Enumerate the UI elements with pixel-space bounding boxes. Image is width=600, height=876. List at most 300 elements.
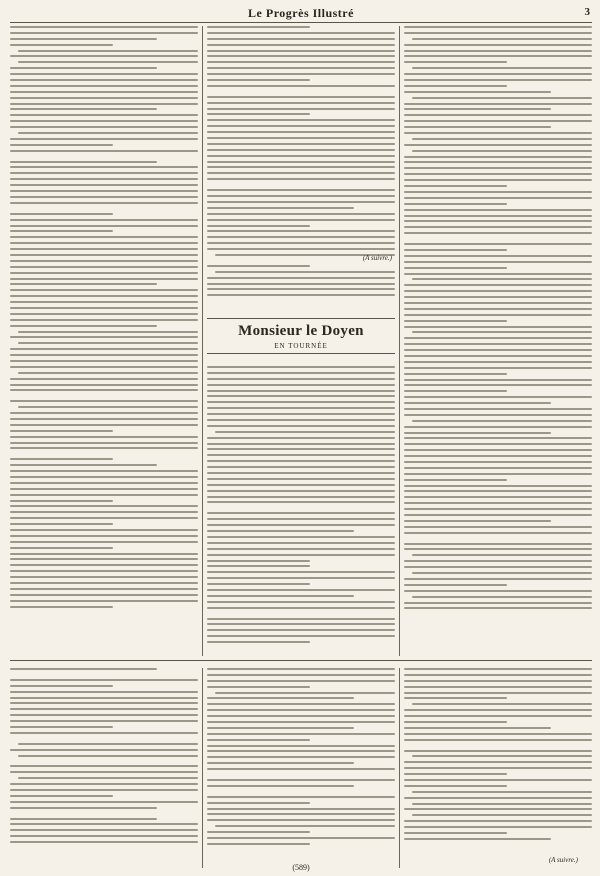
text-line (207, 785, 354, 787)
text-line (207, 108, 395, 110)
text-line (10, 576, 198, 578)
text-line (404, 520, 551, 522)
text-line (207, 542, 395, 544)
text-line (207, 796, 395, 798)
text-line (207, 207, 354, 209)
text-line (404, 473, 592, 475)
text-line (404, 167, 592, 169)
text-line (207, 536, 395, 538)
text-line (404, 44, 592, 46)
text-line (404, 220, 592, 222)
text-line (404, 290, 592, 292)
text-line (207, 395, 395, 397)
text-line (18, 372, 198, 374)
text-line (10, 691, 198, 693)
text-line (10, 283, 157, 285)
text-line (10, 494, 198, 496)
text-line (207, 739, 310, 741)
text-line (207, 277, 395, 279)
text-line (10, 161, 157, 163)
text-line (404, 697, 507, 699)
text-line (10, 108, 157, 110)
text-line (404, 532, 592, 534)
text-line (404, 396, 592, 398)
text-line (207, 709, 395, 711)
text-line (207, 378, 395, 380)
text-line (10, 85, 198, 87)
text-line (207, 413, 395, 415)
text-line (10, 313, 198, 315)
text-line (207, 189, 395, 191)
text-line (404, 144, 592, 146)
text-line (404, 191, 592, 193)
text-line (10, 378, 198, 380)
text-line (10, 348, 198, 350)
text-line (404, 79, 592, 81)
serial-signature: (A suivre.) (548, 856, 578, 864)
text-line (10, 225, 198, 227)
text-line (404, 443, 592, 445)
text-line (10, 120, 198, 122)
text-line (10, 553, 198, 555)
text-line (404, 26, 592, 28)
text-line (404, 108, 551, 110)
text-line (18, 342, 198, 344)
text-line (207, 55, 395, 57)
text-line (10, 720, 198, 722)
text-line (207, 518, 395, 520)
text-line (404, 566, 592, 568)
text-line (207, 565, 310, 567)
text-line (404, 733, 592, 735)
text-line (10, 400, 198, 402)
text-line (10, 366, 198, 368)
text-line (10, 600, 198, 602)
text-line (10, 144, 113, 146)
text-line (10, 26, 198, 28)
text-line (404, 255, 592, 257)
text-line (207, 727, 354, 729)
text-line (10, 679, 198, 681)
text-line (10, 418, 198, 420)
text-line (10, 32, 198, 34)
text-line (10, 230, 113, 232)
text-line (207, 715, 395, 717)
text-line (10, 91, 198, 93)
article-heading (207, 318, 395, 354)
text-line (207, 554, 395, 556)
text-line (404, 485, 592, 487)
text-line (10, 138, 198, 140)
text-line (10, 749, 198, 751)
text-line (215, 692, 395, 694)
text-line (207, 472, 395, 474)
text-line (207, 733, 395, 735)
text-line (10, 114, 198, 116)
text-line (207, 161, 395, 163)
text-line (10, 301, 198, 303)
text-line (10, 412, 198, 414)
text-line (207, 768, 395, 770)
text-line (10, 801, 198, 803)
text-line (404, 820, 592, 822)
serial-column-1 (10, 668, 198, 847)
text-line (207, 32, 395, 34)
text-line (207, 425, 395, 427)
text-line (10, 354, 198, 356)
text-line (207, 401, 395, 403)
text-line (404, 267, 507, 269)
text-line (10, 172, 198, 174)
text-line (207, 178, 395, 180)
text-line (404, 779, 592, 781)
text-line (404, 132, 592, 134)
text-line (10, 190, 198, 192)
text-line (10, 783, 198, 785)
text-line (10, 807, 157, 809)
text-line (404, 808, 592, 810)
text-line (207, 490, 395, 492)
newspaper-page (10, 6, 592, 872)
text-line (404, 390, 507, 392)
text-line (404, 226, 592, 228)
paragraph-break (404, 538, 592, 543)
text-line (412, 554, 592, 556)
text-line (207, 802, 310, 804)
text-line (207, 629, 395, 631)
text-line (207, 448, 395, 450)
text-line (10, 726, 113, 728)
text-line (10, 685, 113, 687)
text-line (10, 464, 157, 466)
text-line (10, 436, 198, 438)
text-line (10, 594, 198, 596)
text-line (404, 249, 507, 251)
text-line (207, 618, 395, 620)
text-line (404, 126, 551, 128)
text-line (18, 61, 198, 63)
text-line (404, 508, 592, 510)
text-line (404, 832, 507, 834)
text-line (207, 166, 395, 168)
text-line (207, 530, 354, 532)
text-line (404, 668, 592, 670)
body-text (207, 668, 395, 845)
text-line (10, 384, 198, 386)
body-text (207, 366, 395, 647)
text-line (10, 570, 198, 572)
text-line (207, 67, 395, 69)
text-line (10, 482, 198, 484)
text-line (404, 590, 592, 592)
column-rule (202, 26, 203, 656)
text-line (207, 819, 395, 821)
text-line (10, 500, 113, 502)
text-line (404, 114, 592, 116)
text-line (404, 326, 592, 328)
text-line (207, 443, 395, 445)
text-line (404, 773, 507, 775)
text-line (404, 361, 592, 363)
text-line (10, 795, 113, 797)
text-line (207, 595, 354, 597)
text-line (207, 143, 395, 145)
text-line (207, 242, 395, 244)
text-line (404, 426, 592, 428)
column-rule (399, 26, 400, 656)
text-line (207, 288, 395, 290)
text-line (207, 38, 395, 40)
text-line (10, 458, 113, 460)
text-line (10, 714, 198, 716)
text-line (10, 564, 198, 566)
text-line (404, 721, 507, 723)
text-line (404, 308, 592, 310)
text-line (404, 384, 592, 386)
text-line (10, 582, 198, 584)
text-line (207, 283, 395, 285)
text-line (412, 278, 592, 280)
text-line (207, 466, 395, 468)
text-line (404, 437, 592, 439)
text-line (10, 470, 198, 472)
text-line (404, 674, 592, 676)
text-line (404, 408, 592, 410)
text-line (10, 319, 198, 321)
text-line (10, 272, 198, 274)
text-line (207, 808, 395, 810)
text-line (207, 607, 395, 609)
text-line (404, 273, 592, 275)
text-line (412, 791, 592, 793)
text-line (404, 73, 592, 75)
text-line (10, 505, 198, 507)
text-line (404, 355, 592, 357)
text-line (10, 442, 198, 444)
text-line (404, 179, 592, 181)
text-line (10, 558, 198, 560)
paragraph-break (10, 208, 198, 213)
paragraph-break (404, 745, 592, 750)
text-line (404, 402, 551, 404)
text-line (207, 668, 395, 670)
text-line (404, 32, 592, 34)
column-1-text (10, 26, 198, 612)
text-line (207, 172, 395, 174)
text-line (207, 484, 395, 486)
text-line (10, 697, 198, 699)
text-line (207, 454, 395, 456)
text-line (10, 523, 113, 525)
text-line (404, 173, 592, 175)
text-line (10, 196, 198, 198)
text-line (404, 767, 592, 769)
text-line (412, 596, 592, 598)
text-line (404, 692, 592, 694)
text-line (207, 496, 395, 498)
top-columns (10, 26, 592, 656)
text-line (215, 271, 395, 273)
paragraph-break (10, 813, 198, 818)
text-line (404, 103, 592, 105)
text-line (207, 79, 310, 81)
text-line (18, 50, 198, 52)
text-line (18, 406, 198, 408)
text-line (215, 431, 395, 433)
text-line (207, 149, 395, 151)
text-line (207, 560, 310, 562)
body-text (404, 26, 592, 609)
text-line (10, 529, 198, 531)
column-3-text (404, 26, 592, 613)
text-line (207, 837, 395, 839)
text-line (10, 547, 113, 549)
text-line (215, 825, 395, 827)
text-line (207, 750, 395, 752)
text-line (10, 517, 198, 519)
text-line (10, 254, 198, 256)
text-line (412, 703, 592, 705)
text-line (10, 260, 198, 262)
text-line (10, 178, 198, 180)
text-line (207, 219, 395, 221)
text-line (404, 320, 507, 322)
paragraph-break (207, 613, 395, 618)
text-line (10, 289, 198, 291)
text-line (207, 96, 395, 98)
text-line (207, 61, 395, 63)
text-line (207, 762, 354, 764)
text-line (404, 584, 507, 586)
text-line (10, 835, 198, 837)
text-line (10, 166, 198, 168)
text-line (10, 44, 113, 46)
text-line (207, 674, 395, 676)
text-line (404, 543, 592, 545)
text-line (207, 230, 395, 232)
text-line (10, 213, 113, 215)
text-line (207, 460, 395, 462)
text-line (207, 390, 395, 392)
column-rule (202, 668, 203, 868)
text-line (10, 476, 198, 478)
text-line (10, 360, 198, 362)
text-line (10, 79, 198, 81)
text-line (404, 709, 592, 711)
text-line (404, 379, 592, 381)
text-line (404, 727, 551, 729)
text-line (207, 641, 310, 643)
text-line (404, 602, 592, 604)
text-line (10, 266, 198, 268)
text-line (207, 745, 395, 747)
article-signature: (A suivre.) (362, 254, 392, 262)
text-line (10, 38, 157, 40)
text-line (10, 336, 198, 338)
text-line (10, 389, 198, 391)
text-line (404, 797, 592, 799)
text-line (10, 588, 198, 590)
text-line (404, 838, 551, 840)
text-line (404, 367, 592, 369)
text-line (18, 743, 198, 745)
text-line (207, 779, 395, 781)
text-line (404, 91, 551, 93)
text-line (207, 843, 310, 845)
text-line (404, 578, 592, 580)
text-line (404, 686, 592, 688)
text-line (404, 479, 507, 481)
article-headline: Monsieur le Doyen (238, 323, 364, 339)
text-line (10, 535, 198, 537)
text-line (207, 366, 395, 368)
text-line (207, 102, 395, 104)
folio: (589) (292, 863, 310, 872)
text-line (207, 44, 395, 46)
newspaper-title: Le Progrès Illustré (248, 6, 354, 20)
text-line (412, 150, 592, 152)
text-line (207, 248, 395, 250)
text-line (207, 50, 395, 52)
text-line (404, 496, 592, 498)
column-rule (399, 668, 400, 868)
text-line (207, 225, 310, 227)
text-line (404, 343, 592, 345)
text-line (404, 785, 507, 787)
text-line (207, 236, 395, 238)
text-line (207, 524, 395, 526)
text-line (404, 215, 592, 217)
text-line (404, 232, 592, 234)
text-line (404, 161, 592, 163)
text-line (404, 560, 592, 562)
text-line (207, 583, 310, 585)
page-number: 3 (584, 6, 590, 18)
text-line (404, 302, 592, 304)
text-line (404, 449, 592, 451)
text-line (10, 511, 198, 513)
text-line (412, 138, 592, 140)
text-line (10, 219, 198, 221)
text-line (207, 407, 395, 409)
text-line (404, 548, 592, 550)
text-line (404, 85, 507, 87)
text-line (207, 131, 395, 133)
text-line (10, 702, 198, 704)
text-line (207, 831, 310, 833)
text-line (412, 67, 592, 69)
text-line (10, 541, 198, 543)
bottom-columns (10, 668, 592, 868)
text-line (404, 526, 592, 528)
text-line (10, 236, 198, 238)
text-line (207, 85, 395, 87)
paragraph-break (10, 156, 198, 161)
text-line (404, 680, 592, 682)
body-text (10, 26, 198, 608)
text-line (10, 424, 198, 426)
text-line (10, 184, 198, 186)
text-line (10, 248, 198, 250)
text-line (207, 201, 395, 203)
text-line (207, 478, 395, 480)
text-line (404, 826, 592, 828)
text-line (207, 265, 310, 267)
text-line (207, 697, 354, 699)
text-line (412, 38, 592, 40)
text-line (10, 818, 157, 820)
text-line (404, 715, 592, 717)
